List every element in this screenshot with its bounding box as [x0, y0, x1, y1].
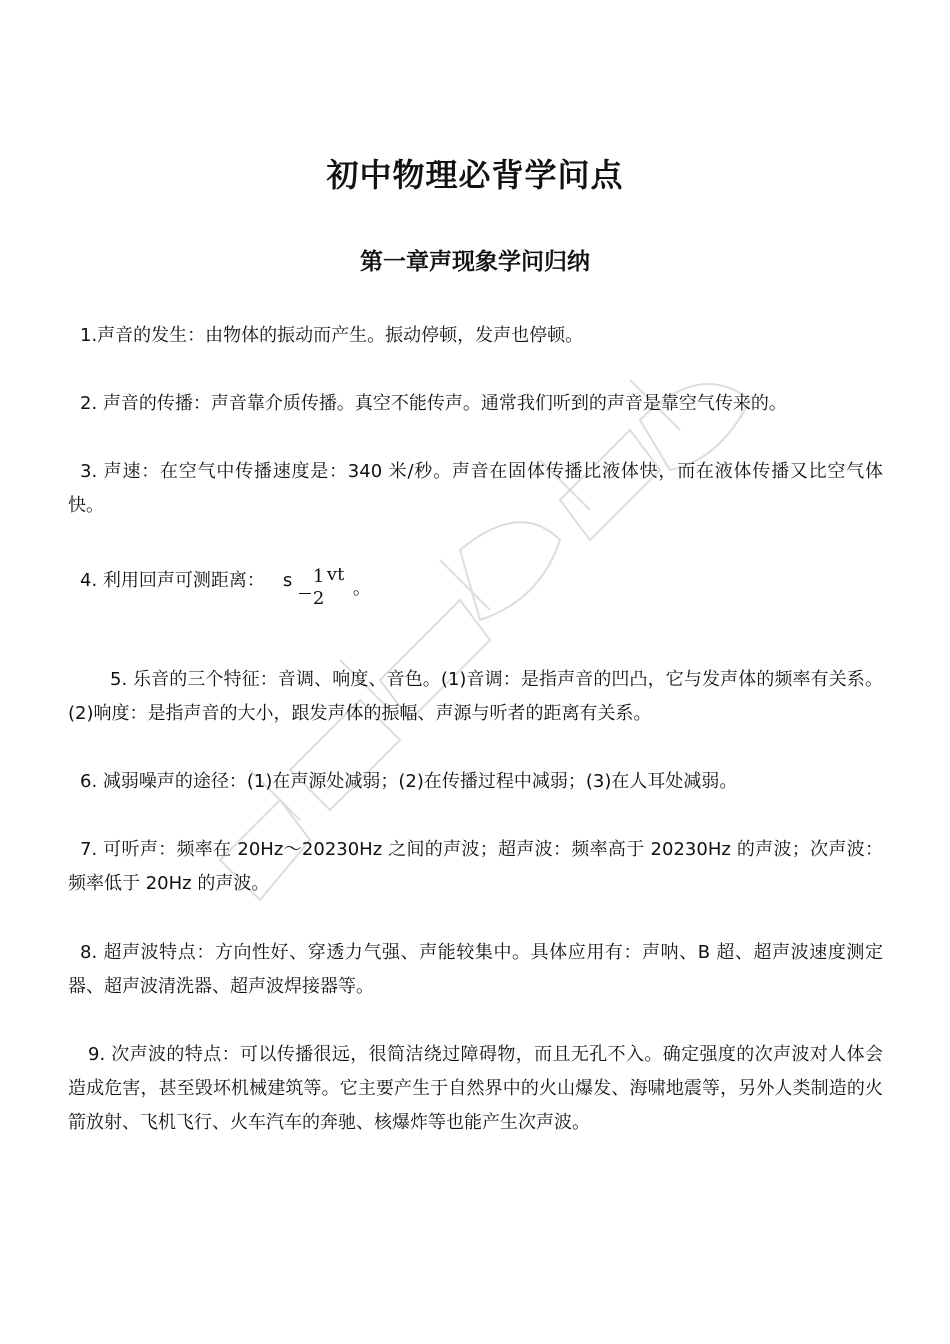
- paragraph-3: 3. 声速：在空气中传播速度是：340 米/秒。声音在固体传播比液体快，而在液体传播又比空气体快。: [68, 461, 883, 516]
- paragraph-7: 7. 可听声：频率在 20Hz～20230Hz 之间的声波；超声波：频率高于 20230Hz 的声波；次声波： 频率低于 20Hz 的声波。: [68, 839, 883, 894]
- chapter-heading: 第一章声现象学问归纳: [360, 249, 590, 275]
- formula-end-punctuation: 。: [352, 578, 371, 599]
- echo-distance-formula: [265, 564, 371, 609]
- document-title: 初中物理必背学问点: [326, 156, 624, 194]
- paragraph-9: 9. 次声波的特点：可以传播很远，很简洁绕过障碍物，而且无孔不入。确定强度的次声波对人体会造成危害，甚至毁坏机械建筑等。它主要产生于自然界中的火山爆发、海啸地震等，另外人类制造的火箭放射、飞机飞行、火车汽车的奔驰、核爆炸等也能产生次声波。: [68, 1044, 883, 1133]
- paragraph-6: 6. 减弱噪声的途径：(1)在声源处减弱；(2)在传播过程中减弱；(3)在人耳处减弱。: [80, 771, 738, 792]
- paragraph-8: 8. 超声波特点：方向性好、穿透力气强、声能较集中。具体应用有：声呐、B 超、超声波速度测定器、超声波清洗器、超声波焊接器等。: [68, 942, 883, 997]
- paragraph-1: 1.声音的发生：由物体的振动而产生。振动停顿，发声也停顿。: [80, 325, 584, 346]
- formula-variable: vt: [326, 564, 345, 585]
- formula-numerator: 1: [312, 566, 325, 587]
- paragraph-5: 5. 乐音的三个特征：音调、响度、音色。(1)音调：是指声音的凹凸，它与发声体的频率有关系。(2)响度：是指声音的大小，跟发声体的振幅、声源与听者的距离有关系。: [68, 669, 883, 724]
- paragraph-4: [68, 564, 883, 609]
- paragraph-2: 2. 声音的传播：声音靠介质传播。真空不能传声。通常我们听到的声音是靠空气传来的。: [80, 393, 787, 414]
- formula-denominator: 2: [312, 588, 325, 609]
- paragraph-4-text: 4. 利用回声可测距离：: [80, 570, 265, 591]
- formula-lhs: s: [282, 570, 293, 591]
